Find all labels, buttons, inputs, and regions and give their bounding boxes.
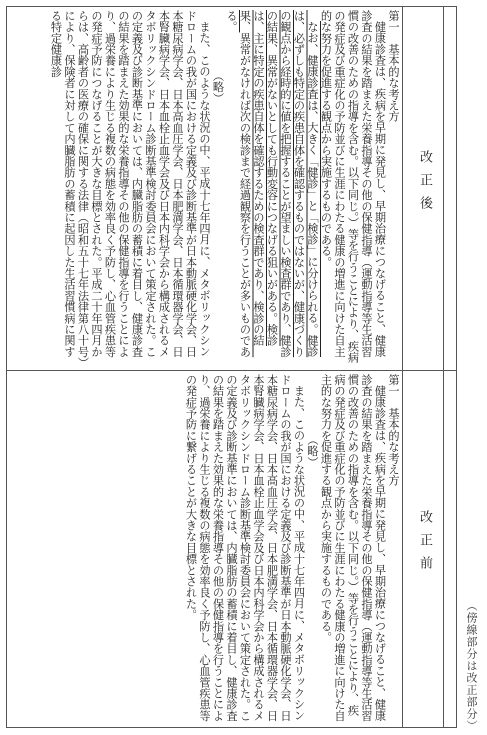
after-paragraph-1: 健康診査は、疾病を早期に発見し、早期治療につなげること、健康診査の結果を踏まえた栄養指導その他の保健指導（運動指導等生活習慣の改善のための指導を含む。以下同じ。）等を行うことにより、疾病の発症及び重症化の予防並びに生涯にわたる健康の増進に向けた自主的な努力を促進する観点から実施するものである。 bbox=[319, 10, 387, 363]
before-paragraph-3: また、このような状況の中、平成十七年四月に、メタボリックシンドロームの我が国における定義及び診断基準が日本動脈硬化学会、日本糖尿病学会、日本高血圧学会、日本肥満学会、日本循環器学会、日本腎臓病学会、日本血栓止血学会及び日本内科学会から構成されるメタボリックシンドローム診断基準検討委員会において策定された。この定義及び診断基準においては、内臓脂肪の蓄積に着目し、健康診査の結果を踏まえた効果的な栄養指導その他の保健指導を行うことにより、過栄養により生じる複数の病態を効率良く予防し、心血管疾患等の発症予防に繋げることが大きな目標とされた。 bbox=[184, 374, 306, 722]
row-divider bbox=[6, 370, 457, 371]
after-heading: 第一 基本的な考え方 bbox=[387, 10, 400, 122]
before-omission: （略） bbox=[306, 434, 319, 468]
after-text bbox=[10, 10, 400, 366]
outer-column-divider bbox=[443, 6, 444, 728]
before-section bbox=[10, 374, 400, 724]
before-heading: 第一 基本的な考え方 bbox=[387, 374, 400, 486]
before-text bbox=[10, 374, 400, 724]
after-paragraph-2: なお、健康診査は、大きく「健診」と「検診」に分けられる。健診は、必ずしも特定の疾患自体を確認するものではないが、健康づくりの観点から経時的に値を把握することが望ましい検査群であり、健診の結果、異常がないとしても行動変容につなげる狙いがある。検診は、主に特定の疾患自体を確認するための検査群であり、検診の結果、異常がなければ次の検診まで経過観察を行うことが多いものである。 bbox=[225, 10, 319, 358]
header-before: 改正前 bbox=[417, 510, 432, 579]
after-paragraph-3: また、このような状況の中、平成十七年四月に、メタボリックシンドロームの我が国における定義及び診断基準が日本動脈硬化学会、日本糖尿病学会、日本高血圧学会、日本肥満学会、日本循環器学会、日本腎臓病学会、日本血栓止血学会及び日本内科学会から構成されるメタボリックシンドローム診断基準検討委員会において策定された。この定義及び診断基準においては、内臓脂肪の蓄積に着目し、健康診査の結果を踏まえた効果的な栄養指導その他の保健指導を行うことにより、過栄養により生じる複数の病態を効率良く予防し、心血管疾患等の発症予防につなげることが大きな目標とされた。平成二十年四月からは、高齢者の医療の確保に関する法律（昭和五十七年法律第八十号）により、保険者に対して内臓脂肪の蓄積に起因した生活習慣病に関する特定健康診 bbox=[49, 10, 211, 363]
after-section bbox=[10, 10, 400, 366]
header-column-divider bbox=[402, 6, 403, 728]
before-paragraph-1: 健康診査は、疾病を早期に発見し、早期治療につなげること、健康診査の結果を踏まえた栄養指導その他の保健指導（運動指導等生活習慣の改善のための指導を含む。以下同じ。）等を行うことにより、疾病の発症及び重症化の予防並びに生涯にわたる健康の増進に向けた自主的な努力を促進する観点から実施するものである。 bbox=[319, 374, 387, 722]
after-omission: （略） bbox=[211, 70, 225, 104]
amendment-note: （傍線部分は改正部分） bbox=[465, 600, 478, 732]
header-after: 改正後 bbox=[417, 150, 432, 219]
